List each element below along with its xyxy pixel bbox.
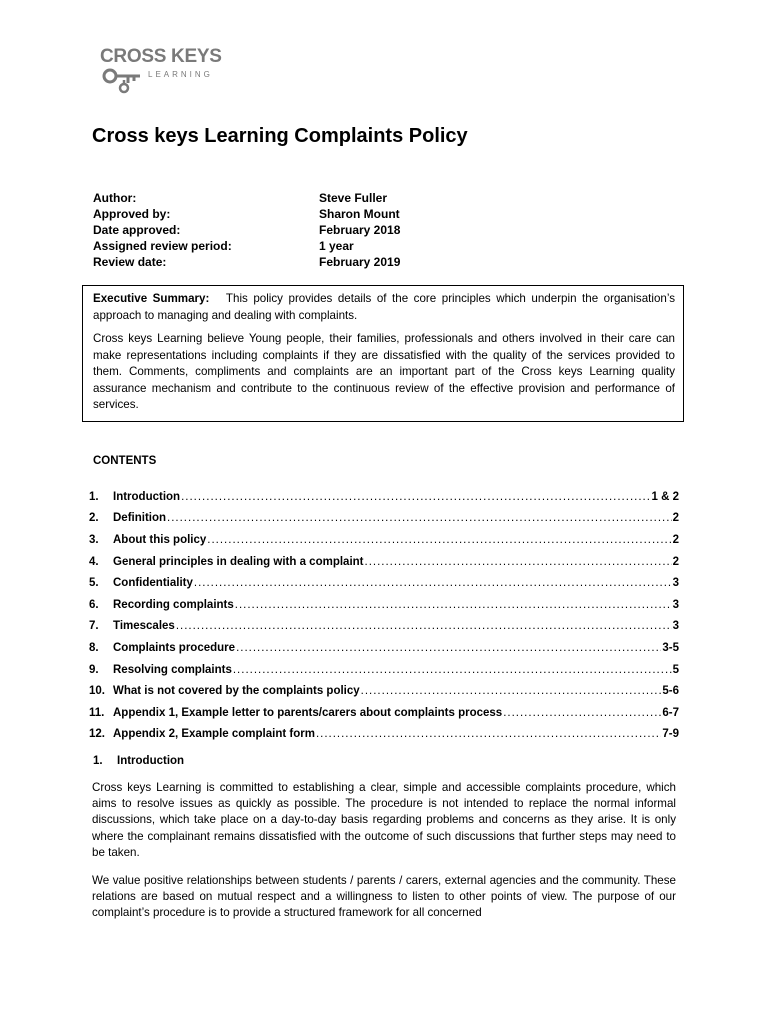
toc-number: 3. bbox=[89, 533, 99, 546]
toc-title: What is not covered by the complaints policy bbox=[113, 685, 360, 698]
toc-page: 2 bbox=[672, 512, 679, 525]
summary-intro bbox=[93, 291, 675, 324]
key-icon bbox=[102, 66, 146, 96]
toc-number: 8. bbox=[89, 641, 99, 654]
cross-keys-logo bbox=[100, 44, 240, 102]
toc-number: 11. bbox=[89, 706, 105, 719]
meta-review-period bbox=[93, 239, 493, 255]
toc-number: 6. bbox=[89, 598, 99, 611]
meta-value: February 2019 bbox=[319, 255, 401, 269]
toc-title: General principles in dealing with a complaint bbox=[113, 555, 364, 568]
toc-item[interactable] bbox=[89, 572, 679, 594]
toc-item[interactable] bbox=[89, 594, 679, 616]
meta-approved-by bbox=[93, 207, 493, 223]
toc-item[interactable] bbox=[89, 508, 679, 530]
toc-leader bbox=[503, 707, 661, 719]
page-title: Cross keys Learning Complaints Policy bbox=[92, 125, 468, 147]
toc-number: 7. bbox=[89, 620, 99, 633]
toc-page: 6-7 bbox=[662, 706, 679, 719]
toc-title: Timescales bbox=[113, 620, 175, 633]
toc-page: 2 bbox=[672, 533, 679, 546]
summary-intro-text: This policy provides details of the core principles which underpin the organisation’s approach to managing and dealing with complaints. bbox=[93, 292, 675, 322]
toc-leader bbox=[235, 599, 672, 611]
toc-title: Recording complaints bbox=[113, 598, 234, 611]
logo-subtitle: LEARNING bbox=[148, 70, 213, 79]
meta-value: Steve Fuller bbox=[319, 191, 388, 205]
toc-title: Definition bbox=[113, 512, 167, 525]
toc-leader bbox=[176, 620, 672, 632]
toc-item[interactable] bbox=[89, 551, 679, 573]
toc-page: 3 bbox=[672, 577, 679, 590]
summary-body: Cross keys Learning believe Young people, their families, professionals and others involved in their care can make representations including complaints if they are dissatisfied with the quality of the services provided to them. Comments, compliments and complaints are an important part of the Cross keys Learning quality assurance mechanism and contribute to the continuous review of the effective provision and performance of services. bbox=[93, 332, 675, 411]
meta-author bbox=[93, 191, 493, 207]
toc-leader bbox=[236, 642, 661, 654]
toc-leader bbox=[316, 728, 661, 740]
meta-value: Sharon Mount bbox=[319, 207, 400, 221]
table-of-contents bbox=[89, 486, 679, 745]
toc-item[interactable] bbox=[89, 616, 679, 638]
document-metadata bbox=[93, 191, 493, 271]
toc-leader bbox=[207, 534, 671, 546]
toc-page: 1 & 2 bbox=[651, 490, 679, 503]
toc-leader bbox=[167, 512, 672, 524]
toc-item[interactable] bbox=[89, 637, 679, 659]
intro-paragraph-1: Cross keys Learning is committed to establishing a clear, simple and accessible complaints procedure, which aims to resolve issues as quickly as possible. The procedure is not intended to replace the normal informal discussions, which take place on a day-to-day basis regarding problems and concerns as they arise. It is only where the complainant remains dissatisfied with the outcome of such discussions that further steps may need to be taken. bbox=[92, 781, 676, 859]
meta-label: Review date: bbox=[93, 255, 167, 269]
toc-page: 5 bbox=[672, 663, 679, 676]
toc-number: 10. bbox=[89, 685, 105, 698]
toc-leader bbox=[365, 556, 672, 568]
toc-page: 3-5 bbox=[662, 641, 679, 654]
contents-heading: CONTENTS bbox=[93, 455, 157, 467]
meta-date-approved bbox=[93, 223, 493, 239]
intro-paragraph-2: We value positive relationships between students / parents / carers, external agencies and the community. These relations are based on mutual respect and a willingness to listen to other points of view. The purpose of our complaint’s procedure is to provide a structured framework for all concerned bbox=[92, 874, 676, 920]
toc-leader bbox=[194, 577, 672, 589]
toc-page: 7-9 bbox=[662, 728, 679, 741]
toc-item[interactable] bbox=[89, 724, 679, 746]
section-heading-introduction bbox=[93, 755, 184, 767]
summary-heading: Executive Summary: bbox=[93, 292, 210, 305]
toc-number: 5. bbox=[89, 577, 99, 590]
toc-title: Appendix 1, Example letter to parents/carers about complaints process bbox=[113, 706, 503, 719]
toc-item[interactable] bbox=[89, 702, 679, 724]
toc-leader bbox=[233, 664, 672, 676]
toc-page: 2 bbox=[672, 555, 679, 568]
toc-item[interactable] bbox=[89, 680, 679, 702]
meta-label: Author: bbox=[93, 191, 137, 205]
toc-title: Complaints procedure bbox=[113, 641, 236, 654]
toc-number: 9. bbox=[89, 663, 99, 676]
meta-label: Assigned review period: bbox=[93, 239, 232, 253]
toc-number: 2. bbox=[89, 512, 99, 525]
toc-item[interactable] bbox=[89, 529, 679, 551]
meta-review-date bbox=[93, 255, 493, 271]
toc-page: 3 bbox=[672, 620, 679, 633]
toc-title: Resolving complaints bbox=[113, 663, 232, 676]
toc-leader bbox=[181, 491, 650, 503]
section-title: Introduction bbox=[117, 755, 185, 767]
logo-wordmark: CROSS KEYS bbox=[100, 46, 222, 67]
toc-leader bbox=[361, 685, 662, 697]
toc-page: 5-6 bbox=[662, 685, 679, 698]
section-number: 1. bbox=[93, 755, 103, 767]
toc-title: Appendix 2, Example complaint form bbox=[113, 728, 315, 741]
toc-number: 1. bbox=[89, 490, 99, 503]
meta-label: Approved by: bbox=[93, 207, 171, 221]
toc-title: About this policy bbox=[113, 533, 207, 546]
toc-page: 3 bbox=[672, 598, 679, 611]
meta-value: 1 year bbox=[319, 239, 354, 253]
meta-value: February 2018 bbox=[319, 223, 401, 237]
toc-number: 4. bbox=[89, 555, 99, 568]
meta-label: Date approved: bbox=[93, 223, 181, 237]
toc-number: 12. bbox=[89, 728, 105, 741]
executive-summary-box bbox=[82, 285, 684, 422]
toc-title: Introduction bbox=[113, 490, 181, 503]
toc-title: Confidentiality bbox=[113, 577, 193, 590]
toc-item[interactable] bbox=[89, 486, 679, 508]
toc-item[interactable] bbox=[89, 659, 679, 681]
